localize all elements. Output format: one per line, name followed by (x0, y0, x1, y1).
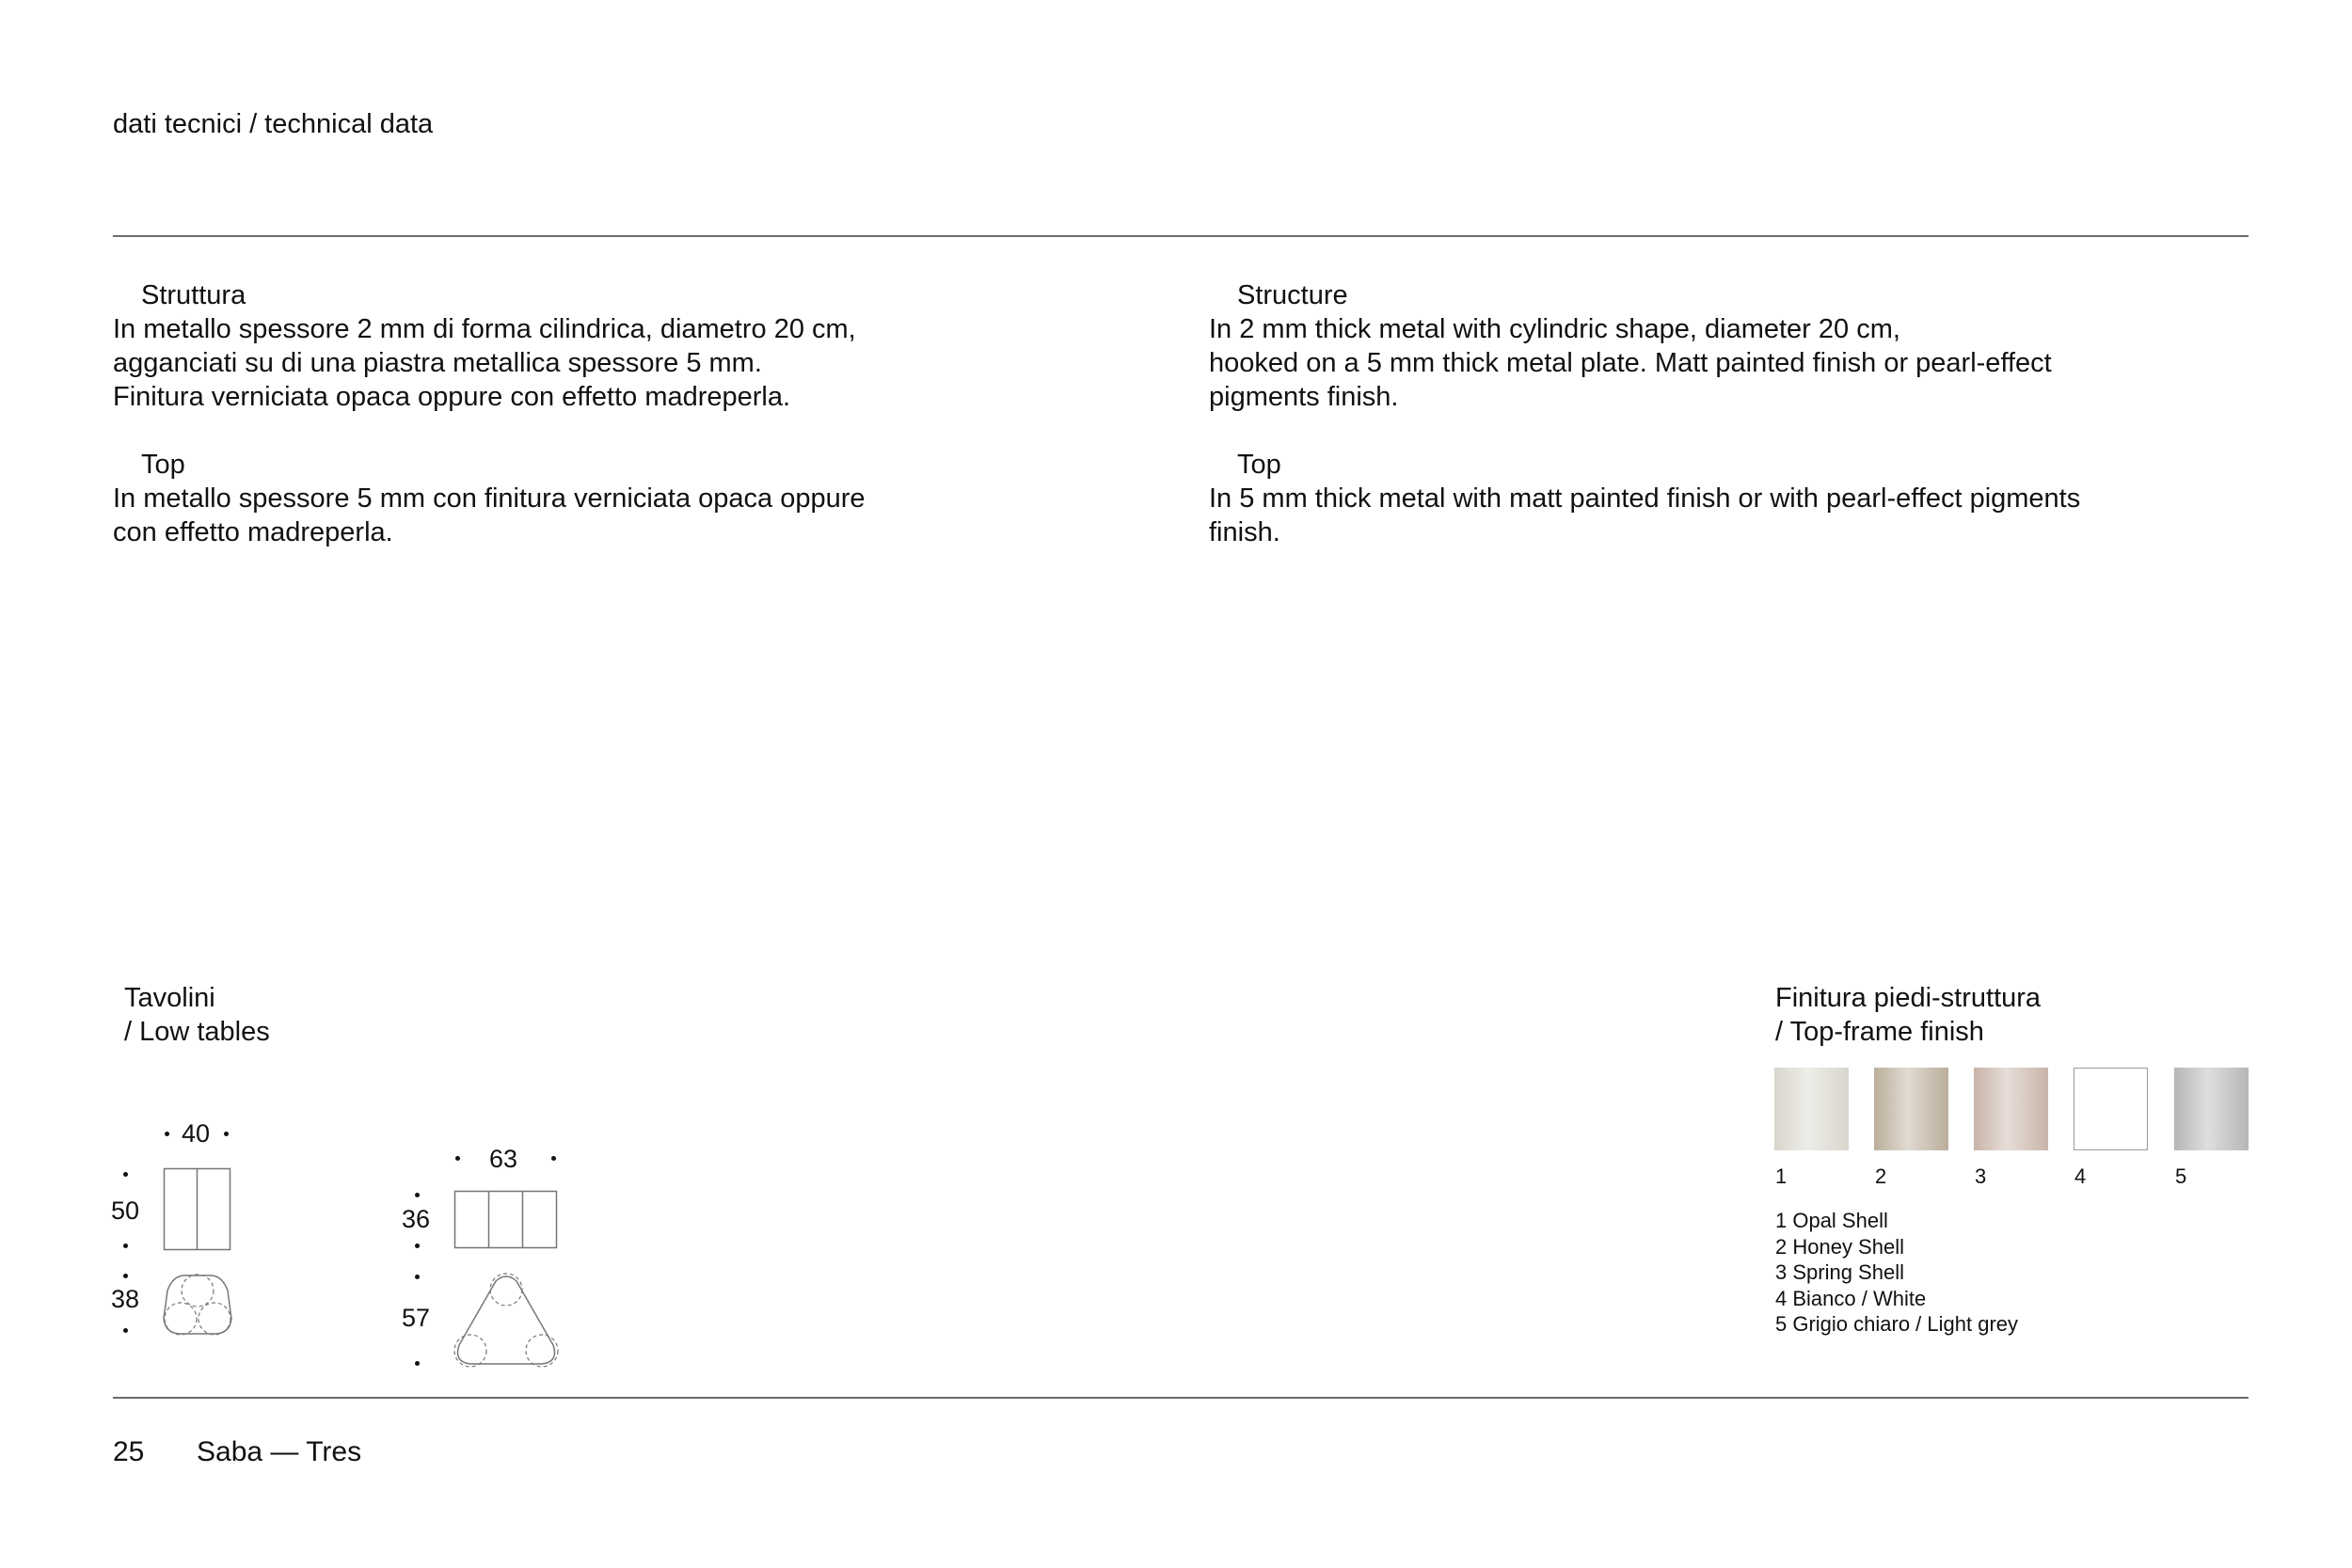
low-tables-title-en: / Low tables (124, 1017, 270, 1047)
finish-swatch-white (2074, 1068, 2148, 1150)
swatch-number: 4 (2074, 1164, 2087, 1188)
finish-swatch-spring-shell (1974, 1068, 2048, 1150)
top-divider (113, 235, 2249, 237)
top-line-it-2: con effetto madreperla. (113, 517, 393, 547)
footer-title: Saba — Tres (197, 1436, 362, 1467)
swatch-number: 5 (2175, 1164, 2187, 1188)
large-table-width: 63 (489, 1145, 518, 1173)
small-table-height: 50 (111, 1196, 140, 1225)
top-line-en-2: finish. (1209, 517, 1280, 547)
large-table-depth: 57 (402, 1304, 431, 1332)
finish-legend (1775, 1208, 2018, 1338)
finish-title-it: Finitura piedi-struttura (1775, 983, 2042, 1013)
structure-line-en-3: pigments finish. (1209, 382, 1399, 412)
low-tables-heading (124, 981, 270, 1049)
dimension-dot (415, 1243, 420, 1248)
structure-line-en-1: In 2 mm thick metal with cylindric shape, diameter 20 cm, (1209, 314, 1900, 344)
finish-legend-item: 1 Opal Shell (1775, 1209, 1888, 1232)
dimension-dot (123, 1328, 128, 1333)
large-table-elevation (454, 1191, 558, 1249)
small-table-plan (162, 1272, 233, 1338)
dimension-dot (123, 1274, 128, 1278)
large-table-height: 36 (402, 1205, 431, 1233)
top-title-it: Top (141, 450, 185, 480)
top-line-it-1: In metallo spessore 5 mm con finitura verniciata opaca oppure (113, 483, 866, 514)
finish-heading (1775, 981, 2041, 1049)
structure-title-en: Structure (1237, 280, 1348, 310)
dimension-dot (224, 1132, 229, 1136)
finish-swatch-opal-shell (1774, 1068, 1849, 1150)
swatch-number: 1 (1775, 1164, 1788, 1188)
dimension-dot (123, 1172, 128, 1177)
dimension-dot (551, 1156, 556, 1161)
finish-legend-item: 5 Grigio chiaro / Light grey (1775, 1312, 2019, 1336)
english-description (1209, 278, 2206, 549)
finish-title-en: / Top-frame finish (1775, 1017, 1984, 1047)
italian-description (113, 278, 1054, 549)
finish-legend-item: 3 Spring Shell (1775, 1260, 1904, 1284)
swatch-number: 3 (1975, 1164, 1987, 1188)
finish-legend-item: 2 Honey Shell (1775, 1234, 1904, 1259)
dimension-dot (455, 1156, 460, 1161)
low-tables-title-it: Tavolini (124, 983, 215, 1013)
dimension-dot (123, 1243, 128, 1248)
page-header-title: dati tecnici / technical data (113, 109, 434, 139)
top-title-en: Top (1237, 450, 1281, 480)
page-number: 25 (113, 1436, 145, 1467)
dimension-dot (415, 1193, 420, 1197)
swatch-number: 2 (1875, 1164, 1887, 1188)
structure-title-it: Struttura (141, 280, 246, 310)
bottom-divider (113, 1397, 2249, 1399)
small-table-depth: 38 (111, 1285, 140, 1313)
small-table-elevation (164, 1168, 231, 1251)
finish-legend-item: 4 Bianco / White (1775, 1286, 1927, 1310)
finish-swatch-honey-shell (1874, 1068, 1948, 1150)
structure-line-it-1: In metallo spessore 2 mm di forma cilindrica, diametro 20 cm, (113, 314, 856, 344)
top-line-en-1: In 5 mm thick metal with matt painted finish or with pearl-effect pigments (1209, 483, 2081, 514)
large-table-plan (452, 1274, 561, 1370)
dimension-dot (165, 1132, 169, 1136)
small-table-width: 40 (182, 1119, 211, 1148)
finish-swatch-light-grey (2174, 1068, 2249, 1150)
structure-line-it-3: Finitura verniciata opaca oppure con effetto madreperla. (113, 382, 791, 412)
structure-line-en-2: hooked on a 5 mm thick metal plate. Matt painted finish or pearl-effect (1209, 348, 2052, 378)
dimension-dot (415, 1361, 420, 1366)
dimension-dot (415, 1275, 420, 1279)
structure-line-it-2: agganciati su di una piastra metallica spessore 5 mm. (113, 348, 762, 378)
